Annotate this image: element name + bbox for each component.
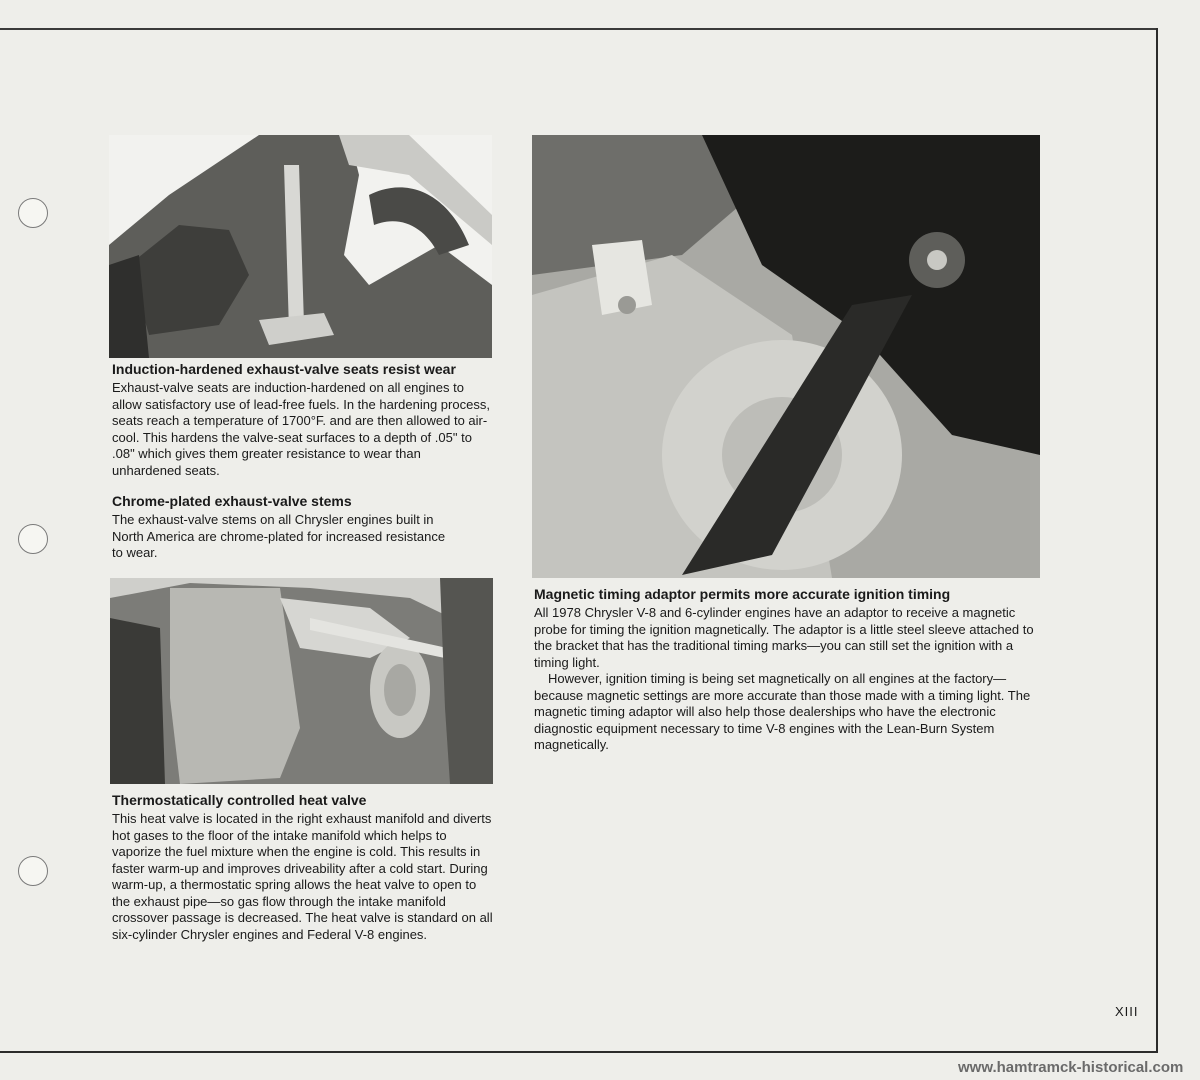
timing-adaptor-paragraph-1: All 1978 Chrysler V-8 and 6-cylinder engines have an adaptor to receive a magnetic probe for timing the ignition magnetically. The adaptor is a little steel sleeve attached to the bracket that has the traditional timing marks—you can still set the ignition with a timing light. (534, 605, 1034, 670)
valve-seats-heading: Induction-hardened exhaust-valve seats resist wear (112, 361, 456, 377)
timing-adaptor-photo (532, 135, 1040, 578)
binder-hole-bottom (18, 856, 48, 886)
heat-valve-body: This heat valve is located in the right exhaust manifold and diverts hot gases to the floor of the intake manifold which helps to vaporize the fuel mixture when the engine is cold. This results in faster warm-up and improves driveability after a cold start. During warm-up, a thermostatic spring allows the heat valve to open to the exhaust pipe—so gas flow through the intake manifold crossover passage is decreased. The heat valve is standard on all six-cylinder Chrysler engines and Federal V-8 engines. (112, 811, 493, 942)
timing-adaptor-paragraph-2: However, ignition timing is being set magnetically on all engines at the factory—because magnetic settings are more accurate than those made with a timing light. The magnetic timing adaptor will also help those dealerships who have the electronic diagnostic equipment necessary to time V-8 engines with the Lean-Burn System magnetically. (534, 671, 1031, 752)
page-number: XIII (1115, 1004, 1139, 1019)
valve-seat-cutaway-photo (109, 135, 492, 358)
heat-valve-photo (110, 578, 493, 784)
watermark: www.hamtramck-historical.com (958, 1059, 1184, 1076)
valve-stems-heading: Chrome-plated exhaust-valve stems (112, 493, 352, 509)
timing-adaptor-heading: Magnetic timing adaptor permits more accurate ignition timing (534, 586, 951, 602)
binder-hole-middle (18, 524, 48, 554)
heat-valve-heading: Thermostatically controlled heat valve (112, 792, 367, 808)
binder-hole-top (18, 198, 48, 228)
timing-adaptor-body (534, 605, 1044, 754)
valve-seats-body: Exhaust-valve seats are induction-hardened on all engines to allow satisfactory use of lead-free fuels. In the hardening process, seats reach a temperature of 1700°F. and are then allowed to air-cool. This hardens the valve-seat surfaces to a depth of .05" to .08" which gives them greater resistance to wear than unhardened seats. (112, 380, 490, 478)
valve-stems-body: The exhaust-valve stems on all Chrysler engines built in North America are chrome-plated for increased resistance to wear. (112, 512, 446, 560)
